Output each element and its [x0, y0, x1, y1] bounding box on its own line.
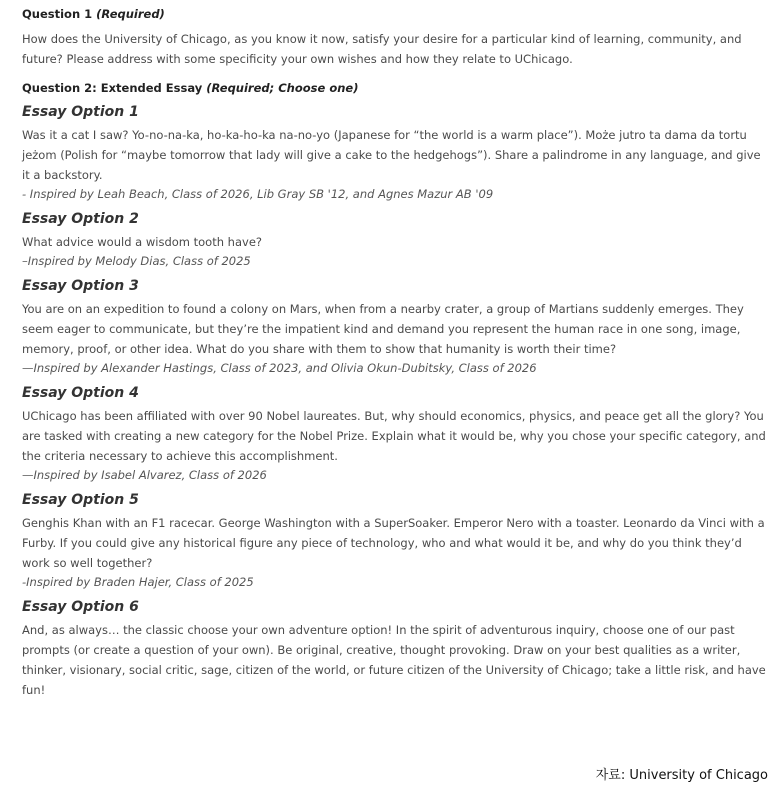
- essay-option-2: [22, 210, 770, 270]
- essay-option-prompt: UChicago has been affiliated with over 90 Nobel laureates. But, why should economics, physics, and peace get all the glory? You are tasked with creating a new category for the Nobel Prize. Explain what it would be, why you chose your specific category, and the criteria necessary to achieve this accomplishment.: [22, 409, 766, 463]
- essay-option-title: Essay Option 3: [22, 278, 139, 294]
- essay-option-prompt: And, as always… the classic choose your own adventure option! In the spirit of adventurous inquiry, choose one of our past prompts (or create a question of your own). Be original, creative, thought provoking. Draw on your best qualities as a writer, thinker, visionary, social critic, sage, citizen of the world, or future citizen of the University of Chicago; take a little risk, and have fun!: [22, 623, 766, 697]
- question-1-label: Question 1: [22, 7, 93, 21]
- essay-option-4: [22, 384, 770, 484]
- essay-option-credit: —Inspired by Alexander Hastings, Class of 2023, and Olivia Okun-Dubitsky, Class of 2026: [22, 361, 537, 375]
- question-2-label: Question 2: Extended Essay: [22, 81, 203, 95]
- essay-option-credit: - Inspired by Leah Beach, Class of 2026, Lib Gray SB '12, and Agnes Mazur AB '09: [22, 187, 494, 201]
- essay-option-prompt: Genghis Khan with an F1 racecar. George Washington with a SuperSoaker. Emperor Nero with a toaster. Leonardo da Vinci with a Furby. If you could give any historical figure any piece of technology, who and what would it be, and why do you think they’d work so well together?: [22, 516, 765, 570]
- essay-option-6: [22, 598, 770, 700]
- essay-option-title: Essay Option 1: [22, 104, 139, 120]
- question-2-tag: (Required; Choose one): [206, 81, 359, 95]
- question-1-text: How does the University of Chicago, as you know it now, satisfy your desire for a particular kind of learning, community, and future? Please address with some specificity your own wishes and how they relate to UChicago.: [22, 32, 742, 66]
- essay-option-credit: –Inspired by Melody Dias, Class of 2025: [22, 254, 251, 268]
- essay-option-credit: -Inspired by Braden Hajer, Class of 2025: [22, 575, 254, 589]
- essay-option-title: Essay Option 4: [22, 385, 139, 401]
- question-1-heading: [22, 6, 770, 22]
- essay-option-credit: —Inspired by Isabel Alvarez, Class of 2026: [22, 468, 267, 482]
- essay-option-title: Essay Option 2: [22, 211, 139, 227]
- essay-option-prompt: What advice would a wisdom tooth have?: [22, 235, 262, 249]
- essay-option-prompt: Was it a cat I saw? Yo-no-na-ka, ho-ka-ho-ka na-no-yo (Japanese for “the world is a warm place”). Może jutro ta dama da tortu jeżom (Polish for “maybe tomorrow that lady will give a cake to the hedgehogs”). Share a palindrome in any language, and give it a backstory.: [22, 128, 761, 182]
- essay-option-3: [22, 277, 770, 377]
- question-1-tag: (Required): [96, 7, 165, 21]
- essay-option-5: [22, 491, 770, 591]
- source-caption: 자료: University of Chicago: [595, 768, 768, 783]
- essay-prompts-document: [22, 6, 770, 700]
- question-2-heading: [22, 80, 770, 96]
- essay-option-title: Essay Option 5: [22, 492, 139, 508]
- essay-option-prompt: You are on an expedition to found a colony on Mars, when from a nearby crater, a group of Martians suddenly emerges. They seem eager to communicate, but they’re the impatient kind and demand you represent the human race in one song, image, memory, proof, or other idea. What do you share with them to show that humanity is worth their time?: [22, 302, 744, 356]
- essay-option-1: [22, 103, 770, 203]
- essay-option-title: Essay Option 6: [22, 599, 139, 615]
